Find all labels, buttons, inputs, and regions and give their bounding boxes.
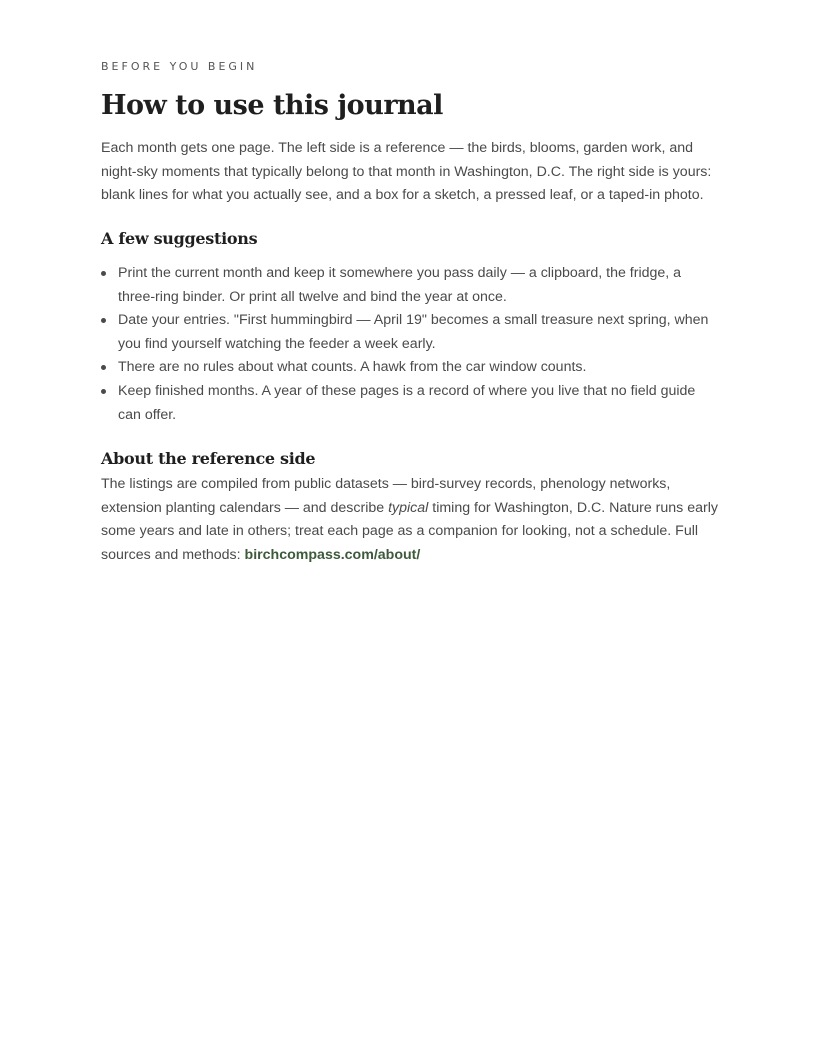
about-text-emphasis: typical xyxy=(388,499,429,516)
about-text-after: timing for Washington, D.C. Nature runs early some years and late in others; treat each page as a companion for looking, not a schedule. Full sources and methods: xyxy=(101,499,718,563)
eyebrow-label: BEFORE YOU BEGIN xyxy=(101,60,258,73)
about-heading: About the reference side xyxy=(101,449,316,468)
list-item-text: Keep finished months. A year of these pages is a record of where you live that no field guide can offer. xyxy=(118,382,696,423)
page-title: How to use this journal xyxy=(101,90,443,121)
list-item xyxy=(101,262,721,309)
list-item-text: Print the current month and keep it somewhere you pass daily — a clipboard, the fridge, a three-ring binder. Or print all twelve and bind the year at once. xyxy=(118,265,682,305)
about-sources-link[interactable]: birchcompass.com/about/ xyxy=(244,546,421,563)
list-item xyxy=(101,309,721,356)
suggestions-list xyxy=(101,262,721,427)
intro-paragraph: Each month gets one page. The left side is a reference — the birds, blooms, garden work, and night-sky moments that typically belong to that month in Washington, D.C. The right side is yours: blank lines for what you actually see, and a box for a sketch, a pressed leaf, or a taped-in photo. xyxy=(101,140,712,204)
about-paragraph xyxy=(101,473,721,567)
bullet-icon xyxy=(101,271,106,276)
list-item xyxy=(101,356,721,380)
bullet-icon xyxy=(101,318,106,323)
list-item-text: Date your entries. "First hummingbird — April 19" becomes a small treasure next spring, when you find yourself watching the feeder a week early. xyxy=(118,312,709,352)
suggestions-heading: A few suggestions xyxy=(101,229,258,248)
bullet-icon xyxy=(101,365,106,370)
list-item xyxy=(101,380,721,427)
about-text-before: The listings are compiled from public datasets — bird-survey records, phenology networks, extension planting calendars — and describe xyxy=(101,476,671,516)
list-item-text: There are no rules about what counts. A hawk from the car window counts. xyxy=(118,359,587,376)
bullet-icon xyxy=(101,389,106,394)
